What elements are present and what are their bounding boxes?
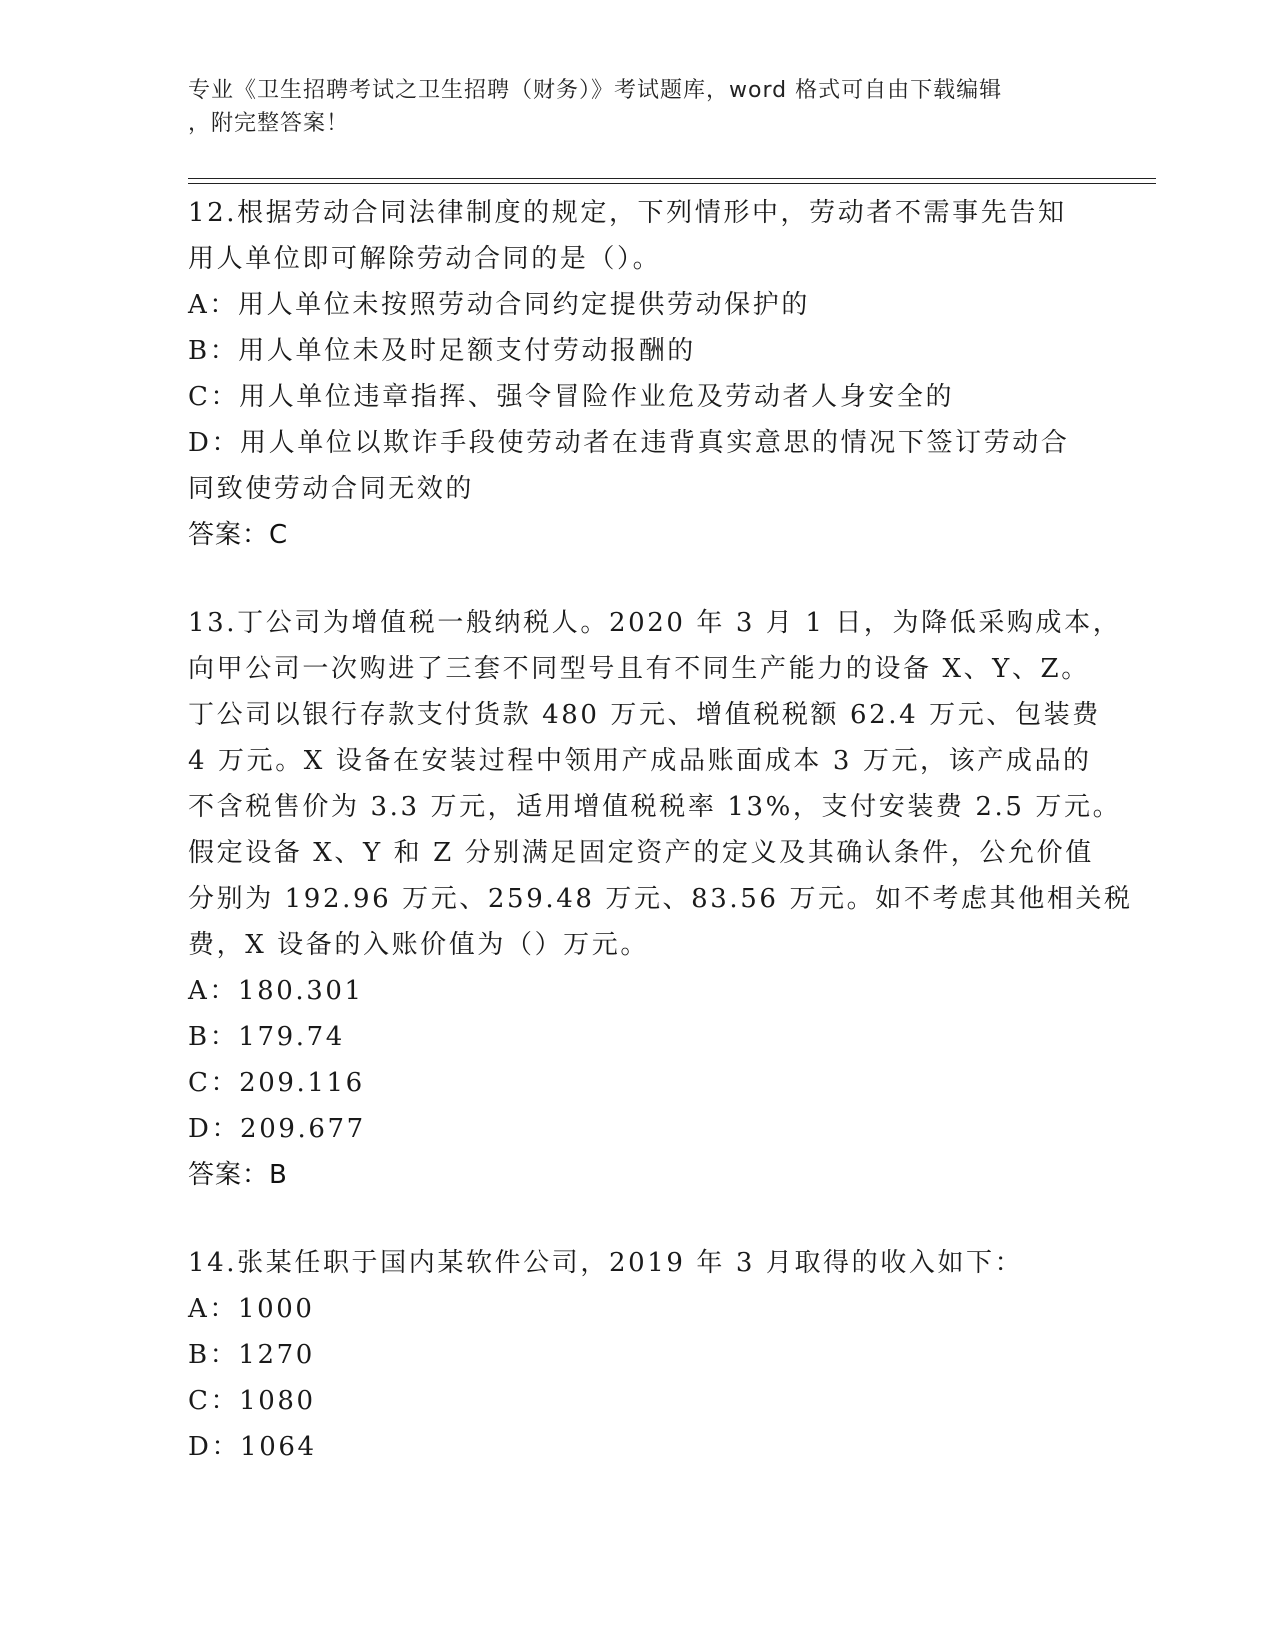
question-list (188, 190, 1133, 1470)
question-stem-line: 不含税售价为 3.3 万元，适用增值税税率 13%，支付安装费 2.5 万元。 (188, 792, 1122, 822)
question-spacer (188, 558, 1088, 600)
option-d: D：1064 (188, 1432, 317, 1462)
option-d-continued: 同致使劳动合同无效的 (188, 474, 475, 504)
option-d: D：用人单位以欺诈手段使劳动者在违背真实意思的情况下签订劳动合 (188, 428, 1070, 458)
question-stem-line: 用人单位即可解除劳动合同的是（）。 (188, 244, 662, 274)
option-a: A：180.301 (188, 976, 364, 1006)
question-13 (188, 600, 1133, 1198)
question-stem-line: 假定设备 X、Y 和 Z 分别满足固定资产的定义及其确认条件，公允价值 (188, 838, 1094, 868)
answer-label: 答案：C (188, 520, 289, 550)
question-stem-line: 丁公司以银行存款支付货款 480 万元、增值税税额 62.4 万元、包装费 (188, 700, 1101, 730)
question-stem-line: 4 万元。X 设备在安装过程中领用产成品账面成本 3 万元，该产成品的 (188, 746, 1092, 776)
question-12 (188, 190, 1088, 558)
header-line-2: ，附完整答案！ (188, 111, 350, 136)
option-b: B：1270 (188, 1340, 315, 1370)
option-a: A：1000 (188, 1294, 315, 1324)
header-divider-top (188, 178, 1156, 179)
question-stem-line: 费，X 设备的入账价值为（）万元。 (188, 930, 649, 960)
option-c: C：用人单位违章指挥、强令冒险作业危及劳动者人身安全的 (188, 382, 955, 412)
document-header (188, 74, 1068, 140)
header-divider-bottom (188, 183, 1156, 184)
question-stem-line: 14.张某任职于国内某软件公司，2019 年 3 月取得的收入如下： (188, 1248, 1024, 1278)
header-line-1: 专业《卫生招聘考试之卫生招聘（财务）》考试题库，word 格式可自由下载编辑 (188, 78, 1003, 103)
question-stem-line: 分别为 192.96 万元、259.48 万元、83.56 万元。如不考虑其他相关税 (188, 884, 1133, 914)
option-a: A：用人单位未按照劳动合同约定提供劳动保护的 (188, 290, 810, 320)
question-14 (188, 1240, 1088, 1470)
option-c: C：1080 (188, 1386, 316, 1416)
question-stem-line: 13.丁公司为增值税一般纳税人。2020 年 3 月 1 日，为降低采购成本， (188, 608, 1122, 638)
question-stem-line: 12.根据劳动合同法律制度的规定，下列情形中，劳动者不需事先告知 (188, 198, 1067, 228)
question-spacer (188, 1198, 1088, 1240)
option-b: B：用人单位未及时足额支付劳动报酬的 (188, 336, 696, 366)
option-d: D：209.677 (188, 1114, 366, 1144)
option-b: B：179.74 (188, 1022, 345, 1052)
question-stem-line: 向甲公司一次购进了三套不同型号且有不同生产能力的设备 X、Y、Z。 (188, 654, 1090, 684)
option-c: C：209.116 (188, 1068, 365, 1098)
answer-label: 答案：B (188, 1160, 288, 1190)
